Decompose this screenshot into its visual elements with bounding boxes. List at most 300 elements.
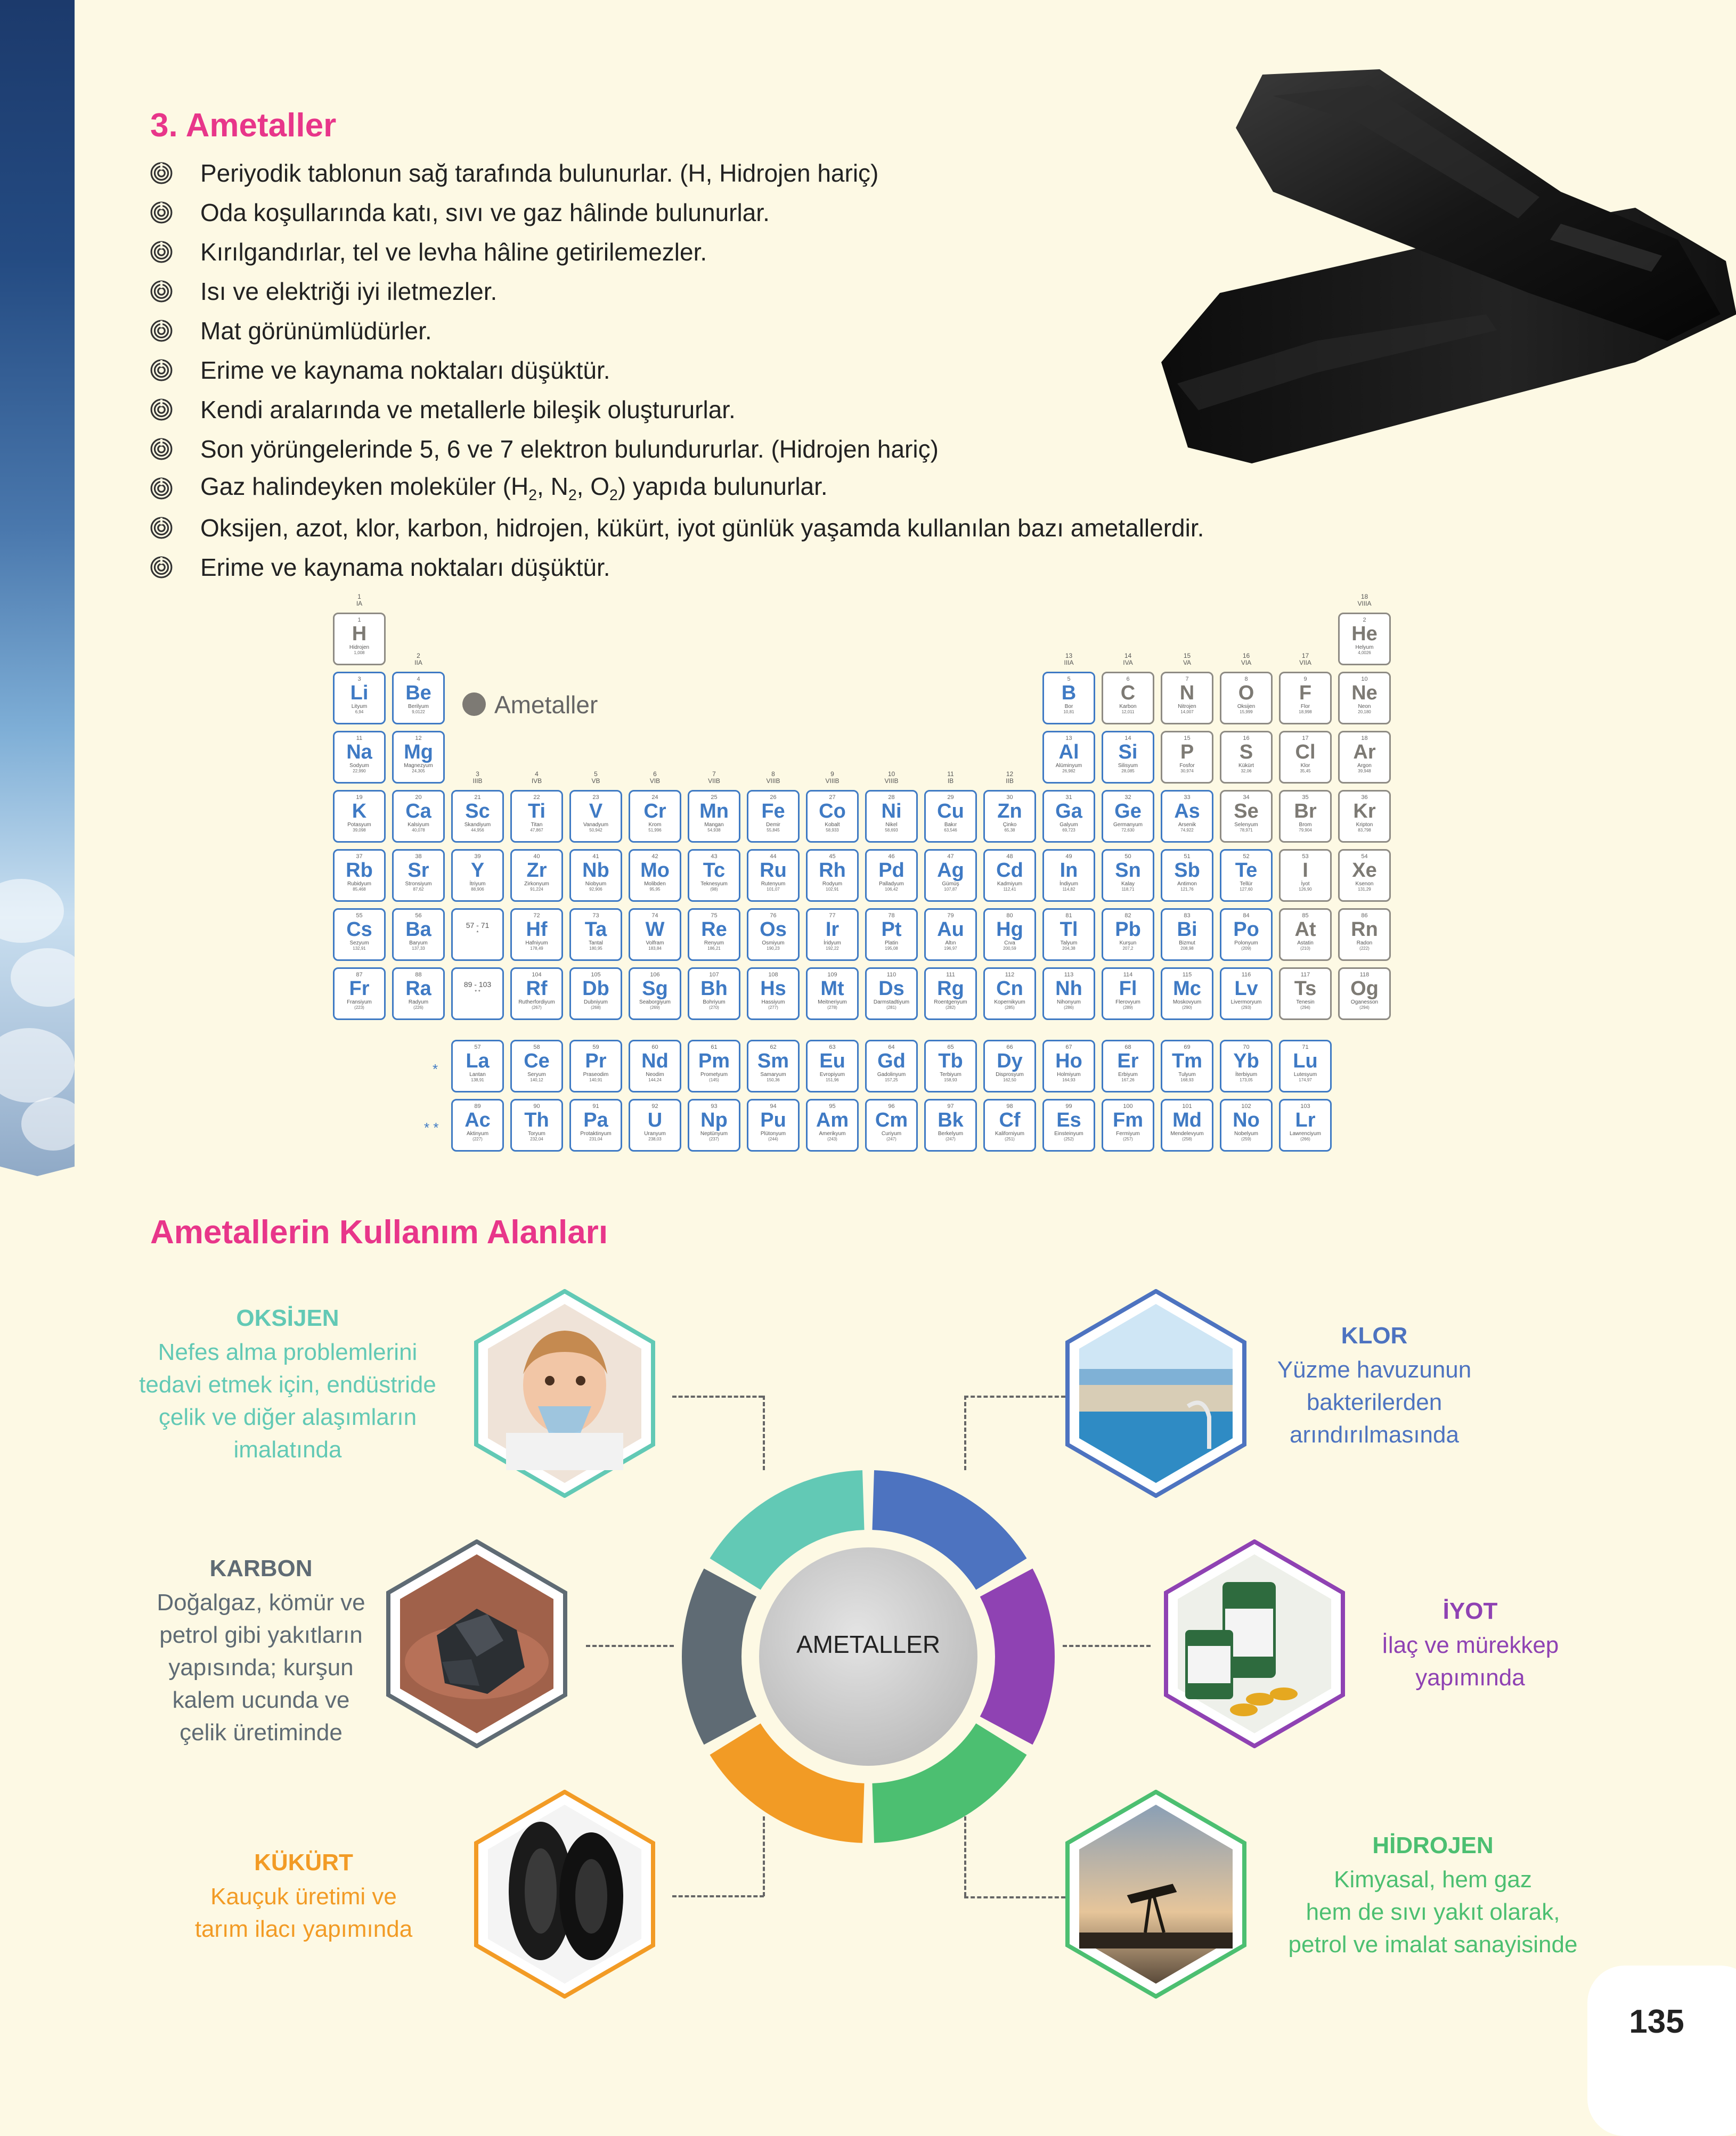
atomic-number: 29 (947, 794, 954, 801)
element-name: Fosfor (1179, 763, 1195, 769)
kukurt-photo-hexagon (474, 1790, 655, 1999)
element-rh (806, 849, 859, 902)
atomic-number: 24 (651, 794, 658, 801)
element-name: Mendelevyum (1170, 1131, 1204, 1137)
nonmetal-legend-label: Ametaller (494, 691, 598, 719)
karbon-title: KARBON (209, 1555, 313, 1581)
element-symbol: Nh (1055, 977, 1082, 1000)
atomic-weight: 78,971 (1240, 828, 1253, 833)
atomic-weight: (237) (709, 1137, 719, 1142)
spiral-bullet-icon (150, 320, 173, 342)
atomic-weight: (289) (1123, 1005, 1133, 1010)
element-symbol: Cs (346, 918, 372, 941)
element-rb (333, 849, 386, 902)
element-zn (983, 790, 1036, 843)
atomic-weight: 158,93 (944, 1078, 957, 1082)
description-line: imalatında (233, 1437, 342, 1463)
group-label: 14 IVA (1123, 652, 1133, 666)
property-text: Oksijen, azot, klor, karbon, hidrojen, kükürt, iyot günlük yaşamda kullanılan bazı ametallerdir. (200, 514, 1204, 542)
element-name: Teknesyum (700, 881, 728, 887)
group-label: 8 VIIIB (766, 770, 780, 785)
atomic-number: 49 (1065, 853, 1072, 860)
element-name: Hidrojen (349, 645, 370, 650)
description-line: bakterilerden (1306, 1389, 1442, 1415)
atomic-weight: 150,36 (767, 1078, 780, 1082)
atomic-weight: 192,22 (826, 946, 839, 951)
atomic-number: 76 (770, 912, 777, 919)
kukurt-title: KÜKÜRT (254, 1849, 353, 1876)
atomic-number: 100 (1123, 1103, 1133, 1110)
atomic-weight: (223) (354, 1005, 364, 1010)
description-line: Kauçuk üretimi ve (210, 1884, 397, 1910)
element-symbol: Sn (1115, 859, 1141, 882)
element-nd (629, 1040, 681, 1093)
element-cn (983, 967, 1036, 1020)
atomic-number: 22 (533, 794, 540, 801)
element-symbol: In (1059, 859, 1078, 882)
atomic-weight: 74,922 (1180, 828, 1194, 833)
atomic-weight: 195,08 (885, 946, 898, 951)
element-fl (1102, 967, 1154, 1020)
atomic-number: 116 (1241, 972, 1251, 978)
atomic-number: 109 (827, 972, 837, 978)
element-name: Magnezyum (404, 763, 433, 769)
atomic-weight: 157,25 (885, 1078, 898, 1082)
element-name: Darmstadtiyum (873, 999, 910, 1005)
element-symbol: Re (701, 918, 727, 941)
property-item (150, 193, 1204, 232)
element-symbol: W (645, 918, 665, 941)
spiral-bullet-icon (150, 201, 173, 224)
spiral-bullet-icon (150, 517, 173, 539)
element-symbol: La (466, 1050, 490, 1072)
element-symbol: Si (1118, 741, 1138, 763)
property-item (150, 272, 1204, 311)
element-name: Vanadyum (583, 822, 609, 828)
atomic-number: 1 (357, 617, 361, 623)
element-symbol: Na (346, 741, 372, 763)
description-line: arındırılmasında (1290, 1422, 1459, 1448)
series-placeholder (451, 967, 504, 1020)
element-symbol: Hg (996, 918, 1023, 941)
element-symbol: Pr (585, 1050, 607, 1072)
atomic-number: 21 (474, 794, 481, 801)
group-label: 13 IIIA (1064, 652, 1074, 666)
group-label: 7 VIIB (708, 770, 720, 785)
group-label: 3 IIIB (472, 770, 483, 785)
description-line: tedavi etmek için, endüstride (139, 1372, 436, 1398)
atomic-number: 34 (1243, 794, 1250, 801)
property-text: Kırılgandırlar, tel ve levha hâline getirilemezler. (200, 238, 707, 266)
atomic-number: 79 (947, 912, 954, 919)
element-name: Renyum (704, 940, 724, 946)
atomic-number: 12 (415, 735, 422, 741)
atomic-weight: (258) (1182, 1137, 1192, 1142)
atomic-weight: 102,91 (826, 887, 839, 892)
atomic-weight: 162,50 (1003, 1078, 1016, 1082)
spiral-bullet-icon (150, 359, 173, 381)
element-name: Polonyum (1234, 940, 1258, 946)
element-symbol: Rn (1351, 918, 1378, 941)
element-name: Nitrojen (1178, 704, 1196, 710)
atomic-weight: 238,03 (648, 1137, 662, 1142)
element-h (333, 613, 386, 665)
element-symbol: Mn (699, 800, 729, 822)
element-pm (688, 1040, 740, 1093)
element-n (1161, 672, 1213, 724)
atomic-number: 45 (829, 853, 836, 860)
element-name: Erbiyum (1118, 1072, 1138, 1078)
atomic-weight: 151,96 (826, 1078, 839, 1082)
atomic-weight: 196,97 (944, 946, 957, 951)
atomic-weight: (293) (1241, 1005, 1251, 1010)
element-ti (510, 790, 563, 843)
atomic-weight: 4,0026 (1358, 650, 1371, 655)
element-gd (865, 1040, 918, 1093)
element-symbol: Es (1056, 1109, 1081, 1131)
element-name: Amerikyum (819, 1131, 846, 1137)
element-name: Oksijen (1237, 704, 1256, 710)
element-name: Bizmut (1179, 940, 1195, 946)
element-es (1042, 1099, 1095, 1152)
property-text: Son yörüngelerinde 5, 6 ve 7 elektron bulundururlar. (Hidrojen hariç) (200, 435, 939, 463)
element-symbol: V (589, 800, 603, 822)
atomic-number: 16 (1243, 735, 1250, 741)
element-name: Toryum (528, 1131, 545, 1137)
element-name: Ksenon (1355, 881, 1374, 887)
group-label: 9 VIIIB (825, 770, 840, 785)
element-symbol: Lu (1293, 1050, 1318, 1072)
atomic-weight: 190,23 (767, 946, 780, 951)
atomic-weight: 9,0122 (412, 710, 425, 714)
element-name: Plütonyum (760, 1131, 786, 1137)
element-symbol: Xe (1352, 859, 1377, 882)
element-symbol: Pm (698, 1050, 730, 1072)
atomic-number: 18 (1361, 735, 1368, 741)
atomic-number: 46 (888, 853, 895, 860)
element-ds (865, 967, 918, 1020)
element-symbol: Be (405, 682, 431, 704)
atomic-number: 50 (1124, 853, 1131, 860)
element-pr (569, 1040, 622, 1093)
element-mg (392, 731, 445, 784)
atomic-number: 37 (356, 853, 363, 860)
element-symbol: Md (1172, 1109, 1202, 1131)
atomic-weight: 168,93 (1180, 1078, 1194, 1082)
atomic-weight: 200,59 (1003, 946, 1016, 951)
atomic-weight: 26,982 (1062, 769, 1075, 773)
element-xe (1338, 849, 1391, 902)
atomic-number: 53 (1302, 853, 1309, 860)
element-cs (333, 908, 386, 961)
atomic-number: 113 (1064, 972, 1074, 978)
element-symbol: Cn (996, 977, 1023, 1000)
element-name: Volfram (646, 940, 664, 946)
atomic-weight: 101,07 (767, 887, 780, 892)
subscript: 2 (568, 487, 577, 504)
element-y (451, 849, 504, 902)
atomic-weight: 88,906 (471, 887, 484, 892)
element-name: Lawrenciyum (1290, 1131, 1321, 1137)
group-label: 15 VA (1183, 652, 1192, 666)
element-symbol: Rg (937, 977, 964, 1000)
oksijen-photo-hexagon (474, 1289, 655, 1498)
element-name: Sezyum (349, 940, 369, 946)
element-tm (1161, 1040, 1213, 1093)
atomic-weight: 91,224 (530, 887, 543, 892)
element-name: Lutesyum (1293, 1072, 1317, 1078)
connector-hidrojen-h (964, 1896, 1065, 1898)
element-name: Protaktinyum (580, 1131, 612, 1137)
atomic-number: 25 (711, 794, 718, 801)
element-name: Seryum (527, 1072, 546, 1078)
atomic-number: 80 (1006, 912, 1013, 919)
atomic-number: 104 (532, 972, 542, 978)
atomic-number: 70 (1243, 1044, 1250, 1050)
element-re (688, 908, 740, 961)
element-cm (865, 1099, 918, 1152)
element-eu (806, 1040, 859, 1093)
atomic-number: 41 (592, 853, 599, 860)
atomic-weight: 121,76 (1180, 887, 1194, 892)
element-name: Tellür (1240, 881, 1253, 887)
atomic-weight: 1,008 (354, 650, 365, 655)
atomic-weight: (267) (532, 1005, 542, 1010)
element-name: Osmiyum (762, 940, 785, 946)
element-name: Hafniyum (525, 940, 548, 946)
element-name: Disprosyum (996, 1072, 1024, 1078)
element-np (688, 1099, 740, 1152)
element-rn (1338, 908, 1391, 961)
group-label: 2 IIA (414, 652, 422, 666)
property-text: Mat görünümlüdürler. (200, 317, 432, 345)
atomic-weight: 39,098 (353, 828, 366, 833)
charcoal-image (1156, 64, 1736, 469)
text-part: , O (576, 472, 610, 501)
element-symbol: Ru (760, 859, 787, 882)
atomic-weight: (257) (1123, 1137, 1133, 1142)
element-name: Roentgenyum (934, 999, 967, 1005)
element-w (629, 908, 681, 961)
atomic-weight: (226) (413, 1005, 423, 1010)
element-symbol: Tl (1059, 918, 1078, 941)
atomic-weight: 127,60 (1240, 887, 1253, 892)
property-text: Periyodik tablonun sağ tarafında bulunurlar. (H, Hidrojen hariç) (200, 159, 879, 187)
atomic-weight: 83,798 (1358, 828, 1371, 833)
spiral-bullet-icon (150, 556, 173, 578)
description-line: Nefes alma problemlerini (158, 1339, 418, 1365)
atomic-number: 10 (1361, 676, 1368, 682)
nonmetal-legend-dot (462, 692, 486, 716)
atomic-weight: (244) (768, 1137, 778, 1142)
element-name: Kalsiyum (407, 822, 429, 828)
atomic-weight: 32,06 (1241, 769, 1252, 773)
element-symbol: I (1302, 859, 1308, 882)
element-symbol: Ar (1353, 741, 1376, 763)
element-symbol: Lv (1234, 977, 1258, 1000)
property-item (150, 153, 1204, 193)
text-part: ) yapıda bulunurlar. (617, 472, 828, 501)
subscript: 2 (609, 487, 618, 504)
element-name: Galyum (1059, 822, 1078, 828)
spiral-bullet-icon (150, 477, 173, 500)
element-symbol: Er (1117, 1050, 1139, 1072)
atomic-weight: 126,90 (1299, 887, 1312, 892)
element-name: Fermiyum (1116, 1131, 1140, 1137)
element-fr (333, 967, 386, 1020)
group-label: 10 VIIIB (884, 770, 899, 785)
element-fm (1102, 1099, 1154, 1152)
element-name: Potasyum (347, 822, 371, 828)
group-label: 18 VIIIA (1357, 593, 1372, 607)
element-name: Aktinyum (466, 1131, 489, 1137)
element-name: Astatin (1297, 940, 1314, 946)
element-name: İtriyum (469, 881, 486, 887)
element-name: İndiyum (1059, 881, 1078, 887)
element-mo (629, 849, 681, 902)
atomic-number: 73 (592, 912, 599, 919)
element-ce (510, 1040, 563, 1093)
atomic-number: 85 (1302, 912, 1309, 919)
element-name: Radyum (408, 999, 429, 1005)
atomic-number: 91 (592, 1103, 599, 1110)
section-title: 3. Ametaller (150, 107, 337, 144)
spiral-bullet-icon (150, 280, 173, 303)
element-s (1220, 731, 1273, 784)
element-hg (983, 908, 1036, 961)
element-name: Fransiyum (347, 999, 372, 1005)
atomic-number: 9 (1303, 676, 1307, 682)
atomic-number: 97 (947, 1103, 954, 1110)
element-name: Meitneriyum (818, 999, 847, 1005)
atomic-weight: 174,97 (1299, 1078, 1312, 1082)
element-name: Germanyum (1113, 822, 1143, 828)
element-name: İyot (1301, 881, 1310, 887)
element-name: Klor (1300, 763, 1310, 769)
element-as (1161, 790, 1213, 843)
element-name: Altın (945, 940, 956, 946)
element-name: Antimon (1177, 881, 1197, 887)
element-name: Nihonyum (1056, 999, 1081, 1005)
atomic-weight: (266) (1300, 1137, 1310, 1142)
element-symbol: Os (760, 918, 787, 941)
element-name: Neon (1358, 704, 1371, 710)
element-name: Talyum (1060, 940, 1078, 946)
atomic-weight: 140,91 (589, 1078, 602, 1082)
element-name: İterbiyum (1235, 1072, 1258, 1078)
atomic-number: 59 (592, 1044, 599, 1050)
element-u (629, 1099, 681, 1152)
element-mt (806, 967, 859, 1020)
property-text: Isı ve elektriği iyi iletmezler. (200, 278, 498, 305)
element-li (333, 672, 386, 724)
element-symbol: Ce (524, 1050, 550, 1072)
atomic-number: 90 (533, 1103, 540, 1110)
element-name: Radon (1356, 940, 1373, 946)
element-symbol: Dy (997, 1050, 1023, 1072)
element-ru (747, 849, 800, 902)
atomic-number: 20 (415, 794, 422, 801)
description-line: Kimyasal, hem gaz (1334, 1866, 1532, 1893)
group-label: 11 IB (947, 770, 954, 785)
element-symbol: Co (819, 800, 846, 822)
series-range: 57 - 71 (466, 921, 490, 930)
element-name: Gümüş (942, 881, 959, 887)
atomic-weight: (227) (472, 1137, 483, 1142)
atomic-number: 48 (1006, 853, 1013, 860)
atomic-number: 31 (1065, 794, 1072, 801)
series-range: 89 - 103 (463, 980, 492, 989)
atomic-weight: 131,29 (1358, 887, 1371, 892)
spiral-bullet-icon (150, 241, 173, 263)
klor-title: KLOR (1341, 1323, 1408, 1349)
description-line: petrol gibi yakıtların (159, 1622, 363, 1648)
atomic-number: 8 (1244, 676, 1248, 682)
element-symbol: Gd (877, 1050, 906, 1072)
atomic-number: 62 (770, 1044, 777, 1050)
atomic-weight: 58,933 (826, 828, 839, 833)
element-symbol: Kr (1353, 800, 1376, 822)
element-symbol: Np (700, 1109, 728, 1131)
atomic-number: 96 (888, 1103, 895, 1110)
element-name: Nobelyum (1234, 1131, 1259, 1137)
element-symbol: Cl (1295, 741, 1316, 763)
element-bi (1161, 908, 1213, 961)
element-symbol: Sg (642, 977, 668, 1000)
oksijen-title: OKSİJEN (236, 1305, 339, 1331)
element-symbol: Sm (757, 1050, 789, 1072)
element-symbol: H (352, 623, 367, 645)
atomic-weight: 55,845 (767, 828, 780, 833)
atomic-weight: 12,011 (1121, 710, 1135, 714)
atomic-number: 39 (474, 853, 481, 860)
kukurt-description (117, 1880, 490, 1945)
element-symbol: Og (1350, 977, 1379, 1000)
atomic-weight: 173,05 (1240, 1078, 1253, 1082)
atomic-weight: 87,62 (413, 887, 424, 892)
element-zr (510, 849, 563, 902)
atomic-number: 2 (1363, 617, 1366, 623)
element-k (333, 790, 386, 843)
atomic-weight: 114,82 (1062, 887, 1075, 892)
element-symbol: Ne (1351, 682, 1378, 704)
element-pt (865, 908, 918, 961)
atomic-number: 95 (829, 1103, 836, 1110)
element-name: Nikel (885, 822, 898, 828)
element-name: Kobalt (825, 822, 840, 828)
atomic-number: 3 (357, 676, 361, 682)
atomic-number: 15 (1184, 735, 1191, 741)
atomic-number: 57 (474, 1044, 481, 1050)
atomic-number: 23 (592, 794, 599, 801)
element-symbol: Tc (703, 859, 726, 882)
atomic-number: 110 (886, 972, 896, 978)
atomic-weight: 50,942 (589, 828, 602, 833)
atomic-number: 4 (417, 676, 420, 682)
element-name: Rubidyum (347, 881, 372, 887)
element-symbol: Au (937, 918, 964, 941)
element-symbol: Mt (820, 977, 844, 1000)
element-c (1102, 672, 1154, 724)
element-name: Helyum (1355, 645, 1374, 650)
element-sb (1161, 849, 1213, 902)
element-symbol: Hs (760, 977, 786, 1000)
atomic-weight: (247) (946, 1137, 956, 1142)
element-symbol: Y (470, 859, 485, 882)
element-symbol: U (647, 1109, 663, 1131)
atomic-weight: 35,45 (1300, 769, 1311, 773)
element-symbol: Nd (641, 1050, 669, 1072)
